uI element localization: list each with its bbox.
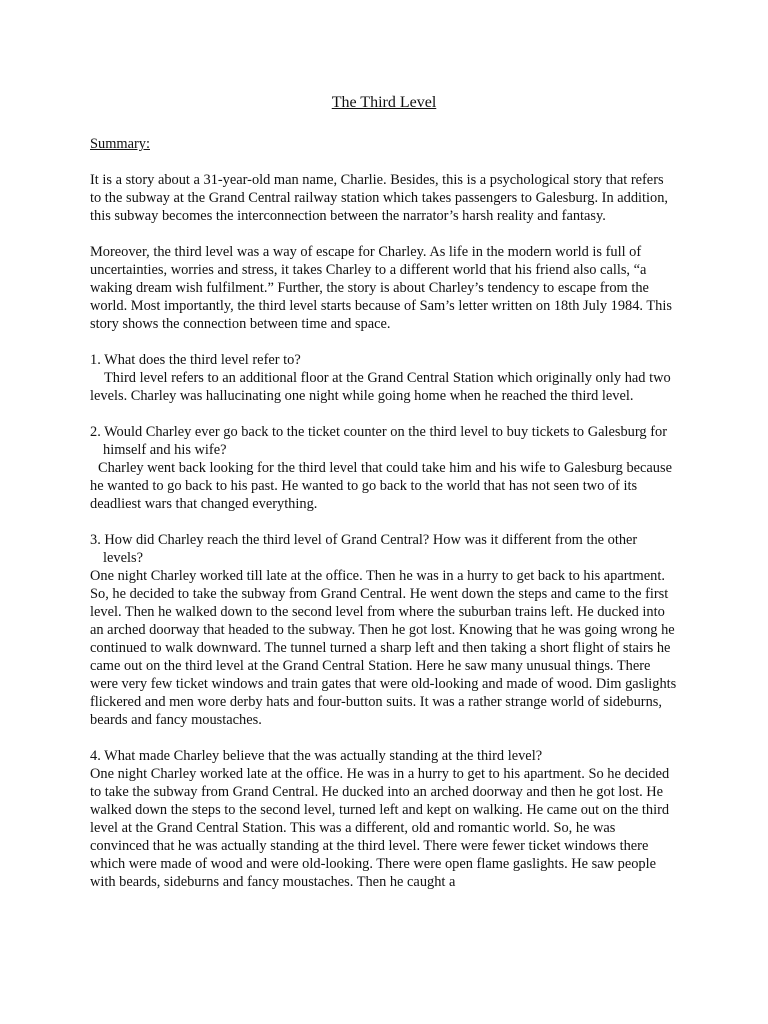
answer-1: Third level refers to an additional floor at the Grand Central Station which originally only had two levels. Charley was hallucinating one night while going home when he reached the third level.: [90, 370, 671, 404]
summary-heading: Summary:: [90, 136, 150, 152]
question-block-2: [90, 423, 678, 513]
question-1: 1. What does the third level refer to?: [90, 352, 301, 368]
document-title: The Third Level: [331, 94, 437, 111]
answer-4: One night Charley worked late at the office. He was in a hurry to get to his apartment. So he decided to take the subway from Grand Central. He ducked into an arched doorway and then he got lost. He walked down the steps to the second level, turned left and kept on walking. He came out on the third level at the Grand Central Station. This was a different, old and romantic world. So, he was convinced that he was actually standing at the third level. There were fewer ticket windows there which were made of wood and were old-looking. There were open flame gaslights. He saw people with beards, sideburns and fancy moustaches. Then he caught a: [90, 766, 670, 890]
question-block-1: [90, 351, 678, 405]
question-3: 3. How did Charley reach the third level of Grand Central? How was it different from the other levels?: [90, 532, 638, 566]
question-block-3: [90, 531, 678, 729]
question-4: 4. What made Charley believe that the was actually standing at the third level?: [90, 748, 543, 764]
summary-paragraph-2: Moreover, the third level was a way of escape for Charley. As life in the modern world is full of uncertainties, worries and stress, it takes Charley to a different world that his friend also calls, “a waking dream wish fulfilment.” Further, the story is about Charley’s tendency to escape from the world. Most importantly, the third level starts because of Sam’s letter written on 18th July 1984. This story shows the connection between time and space.: [90, 244, 672, 332]
summary-paragraph-1: It is a story about a 31-year-old man name, Charlie. Besides, this is a psychological story that refers to the subway at the Grand Central railway station which takes passengers to Galesburg. In addition, this subway becomes the interconnection between the narrator’s harsh reality and fantasy.: [90, 172, 669, 224]
answer-2: Charley went back looking for the third level that could take him and his wife to Galesburg because he wanted to go back to his past. He wanted to go back to the world that has not seen two of its deadliest wars that changed everything.: [90, 460, 672, 512]
answer-3: One night Charley worked till late at the office. Then he was in a hurry to get back to his apartment. So, he decided to take the subway from Grand Central. He went down the steps and came to the first level. Then he walked down to the second level from where the suburban trains left. He ducked into an arched doorway that headed to the subway. Then he got lost. Knowing that he was going wrong he continued to walk downward. The tunnel turned a sharp left and then taking a short flight of stairs he came out on the third level at the Grand Central Station. Here he saw many unusual things. There were very few ticket windows and train gates that were old-looking and made of wood. Dim gaslights flickered and men wore derby hats and four-button suits. It was a rather strange world of sideburns, beards and fancy moustaches.: [90, 568, 677, 728]
document-page: [90, 93, 678, 909]
question-2: 2. Would Charley ever go back to the ticket counter on the third level to buy tickets to Galesburg for himself and his wife?: [90, 424, 667, 458]
question-block-4: [90, 747, 678, 891]
